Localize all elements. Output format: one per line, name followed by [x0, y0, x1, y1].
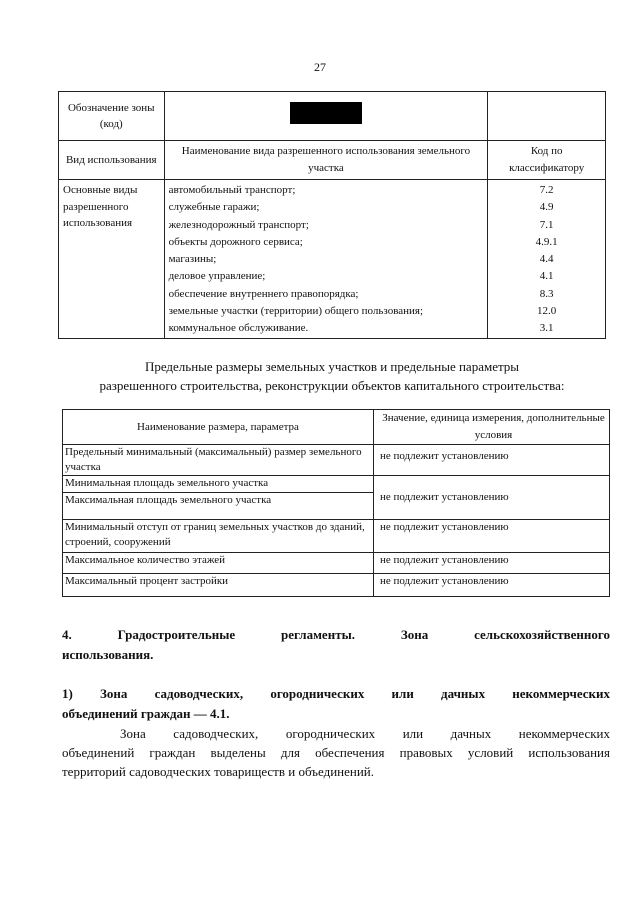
- use-name: железнодорожный транспорт;: [168, 218, 309, 231]
- use-codes: [488, 180, 606, 339]
- zone-table-subheader-row: [59, 141, 606, 180]
- use-name: коммунальное обслуживание.: [168, 322, 309, 335]
- use-code: 7.2: [539, 184, 554, 196]
- use-name: служебные гаражи;: [168, 201, 260, 214]
- params-table-header: [63, 410, 610, 445]
- zone-label-cell: Обозначение зоны (код): [59, 92, 165, 141]
- use-code: 12.0: [537, 305, 557, 318]
- section-heading-line: разрешенного строительства, реконструкции объектов капитального строительства:: [99, 378, 565, 393]
- param-value: не подлежит установлению: [373, 476, 609, 520]
- use-name: магазины;: [168, 253, 217, 266]
- use-name: деловое управление;: [168, 270, 266, 283]
- use-code: 3.1: [539, 322, 554, 335]
- param-name: Минимальная площадь земельного участка: [63, 476, 374, 493]
- zone-table: [58, 91, 606, 339]
- table-row: [63, 476, 610, 493]
- use-code: 8.3: [539, 287, 554, 300]
- heading-5: 1) Зона садоводческих, огороднических или дачных некоммерческих: [62, 686, 610, 701]
- use-names: [164, 180, 488, 339]
- zone-table-body-row: [59, 180, 606, 339]
- body-paragraph: [62, 724, 610, 781]
- table-row: [63, 445, 610, 476]
- param-name: Максимальная площадь земельного участка: [63, 493, 374, 520]
- use-code: 4.4: [539, 253, 554, 266]
- col-type-header: Вид использования: [59, 141, 165, 180]
- body-line: территорий садоводческих товариществ и объединений.: [62, 764, 374, 779]
- body-line: Зона садоводческих, огороднических или дачных некоммерческих: [120, 726, 610, 741]
- body-line: объединений граждан выделены для обеспечения правовых условий использования: [62, 745, 610, 760]
- zone-table-header-row: [59, 92, 606, 141]
- zone-code-cell: [164, 92, 488, 141]
- col-param-header: Наименование размера, параметра: [63, 410, 374, 445]
- col-code-header: Код по классификатору: [488, 141, 606, 180]
- param-value: не подлежит установлению: [373, 520, 609, 553]
- use-name: обеспечение внутреннего правопорядка;: [168, 287, 359, 300]
- use-name: земельные участки (территории) общего пользования;: [168, 305, 424, 318]
- param-name: Предельный минимальный (максимальный) размер земельного участка: [63, 445, 374, 476]
- use-code: 4.1: [539, 270, 554, 283]
- page-number: 27: [314, 60, 326, 74]
- section-heading-line: Предельные размеры земельных участков и предельные параметры: [144, 359, 520, 374]
- table-row: [63, 553, 610, 574]
- col-name-header: Наименование вида разрешенного использования земельного участка: [164, 141, 488, 180]
- params-table: [62, 409, 610, 597]
- section-heading: [58, 357, 606, 395]
- heading-5-cont: объединений граждан — 4.1.: [62, 706, 230, 721]
- heading-4-cont: использования.: [62, 647, 154, 662]
- param-value: не подлежит установлению: [373, 574, 609, 597]
- use-name: объекты дорожного сервиса;: [168, 235, 303, 248]
- use-code: 4.9: [539, 201, 554, 214]
- col-value-header: Значение, единица измерения, дополнительные условия: [373, 410, 609, 445]
- param-value: не подлежит установлению: [373, 553, 609, 574]
- param-value: не подлежит установлению: [373, 445, 609, 476]
- table-row: [63, 520, 610, 553]
- empty-cell: [488, 92, 606, 141]
- use-name: автомобильный транспорт;: [168, 184, 296, 196]
- group-label: Основные виды разрешенного использования: [59, 180, 165, 339]
- heading-4: 4. Градостроительные регламенты. Зона сельскохозяйственного: [62, 627, 610, 642]
- param-name: Максимальный процент застройки: [63, 574, 374, 597]
- use-code: 4.9.1: [535, 235, 558, 248]
- table-row: [63, 574, 610, 597]
- param-name: Максимальное количество этажей: [63, 553, 374, 574]
- redaction-box: [290, 102, 362, 124]
- param-name: Минимальный отступ от границ земельных участков до зданий, строений, сооружений: [63, 520, 374, 553]
- use-code: 7.1: [539, 218, 554, 231]
